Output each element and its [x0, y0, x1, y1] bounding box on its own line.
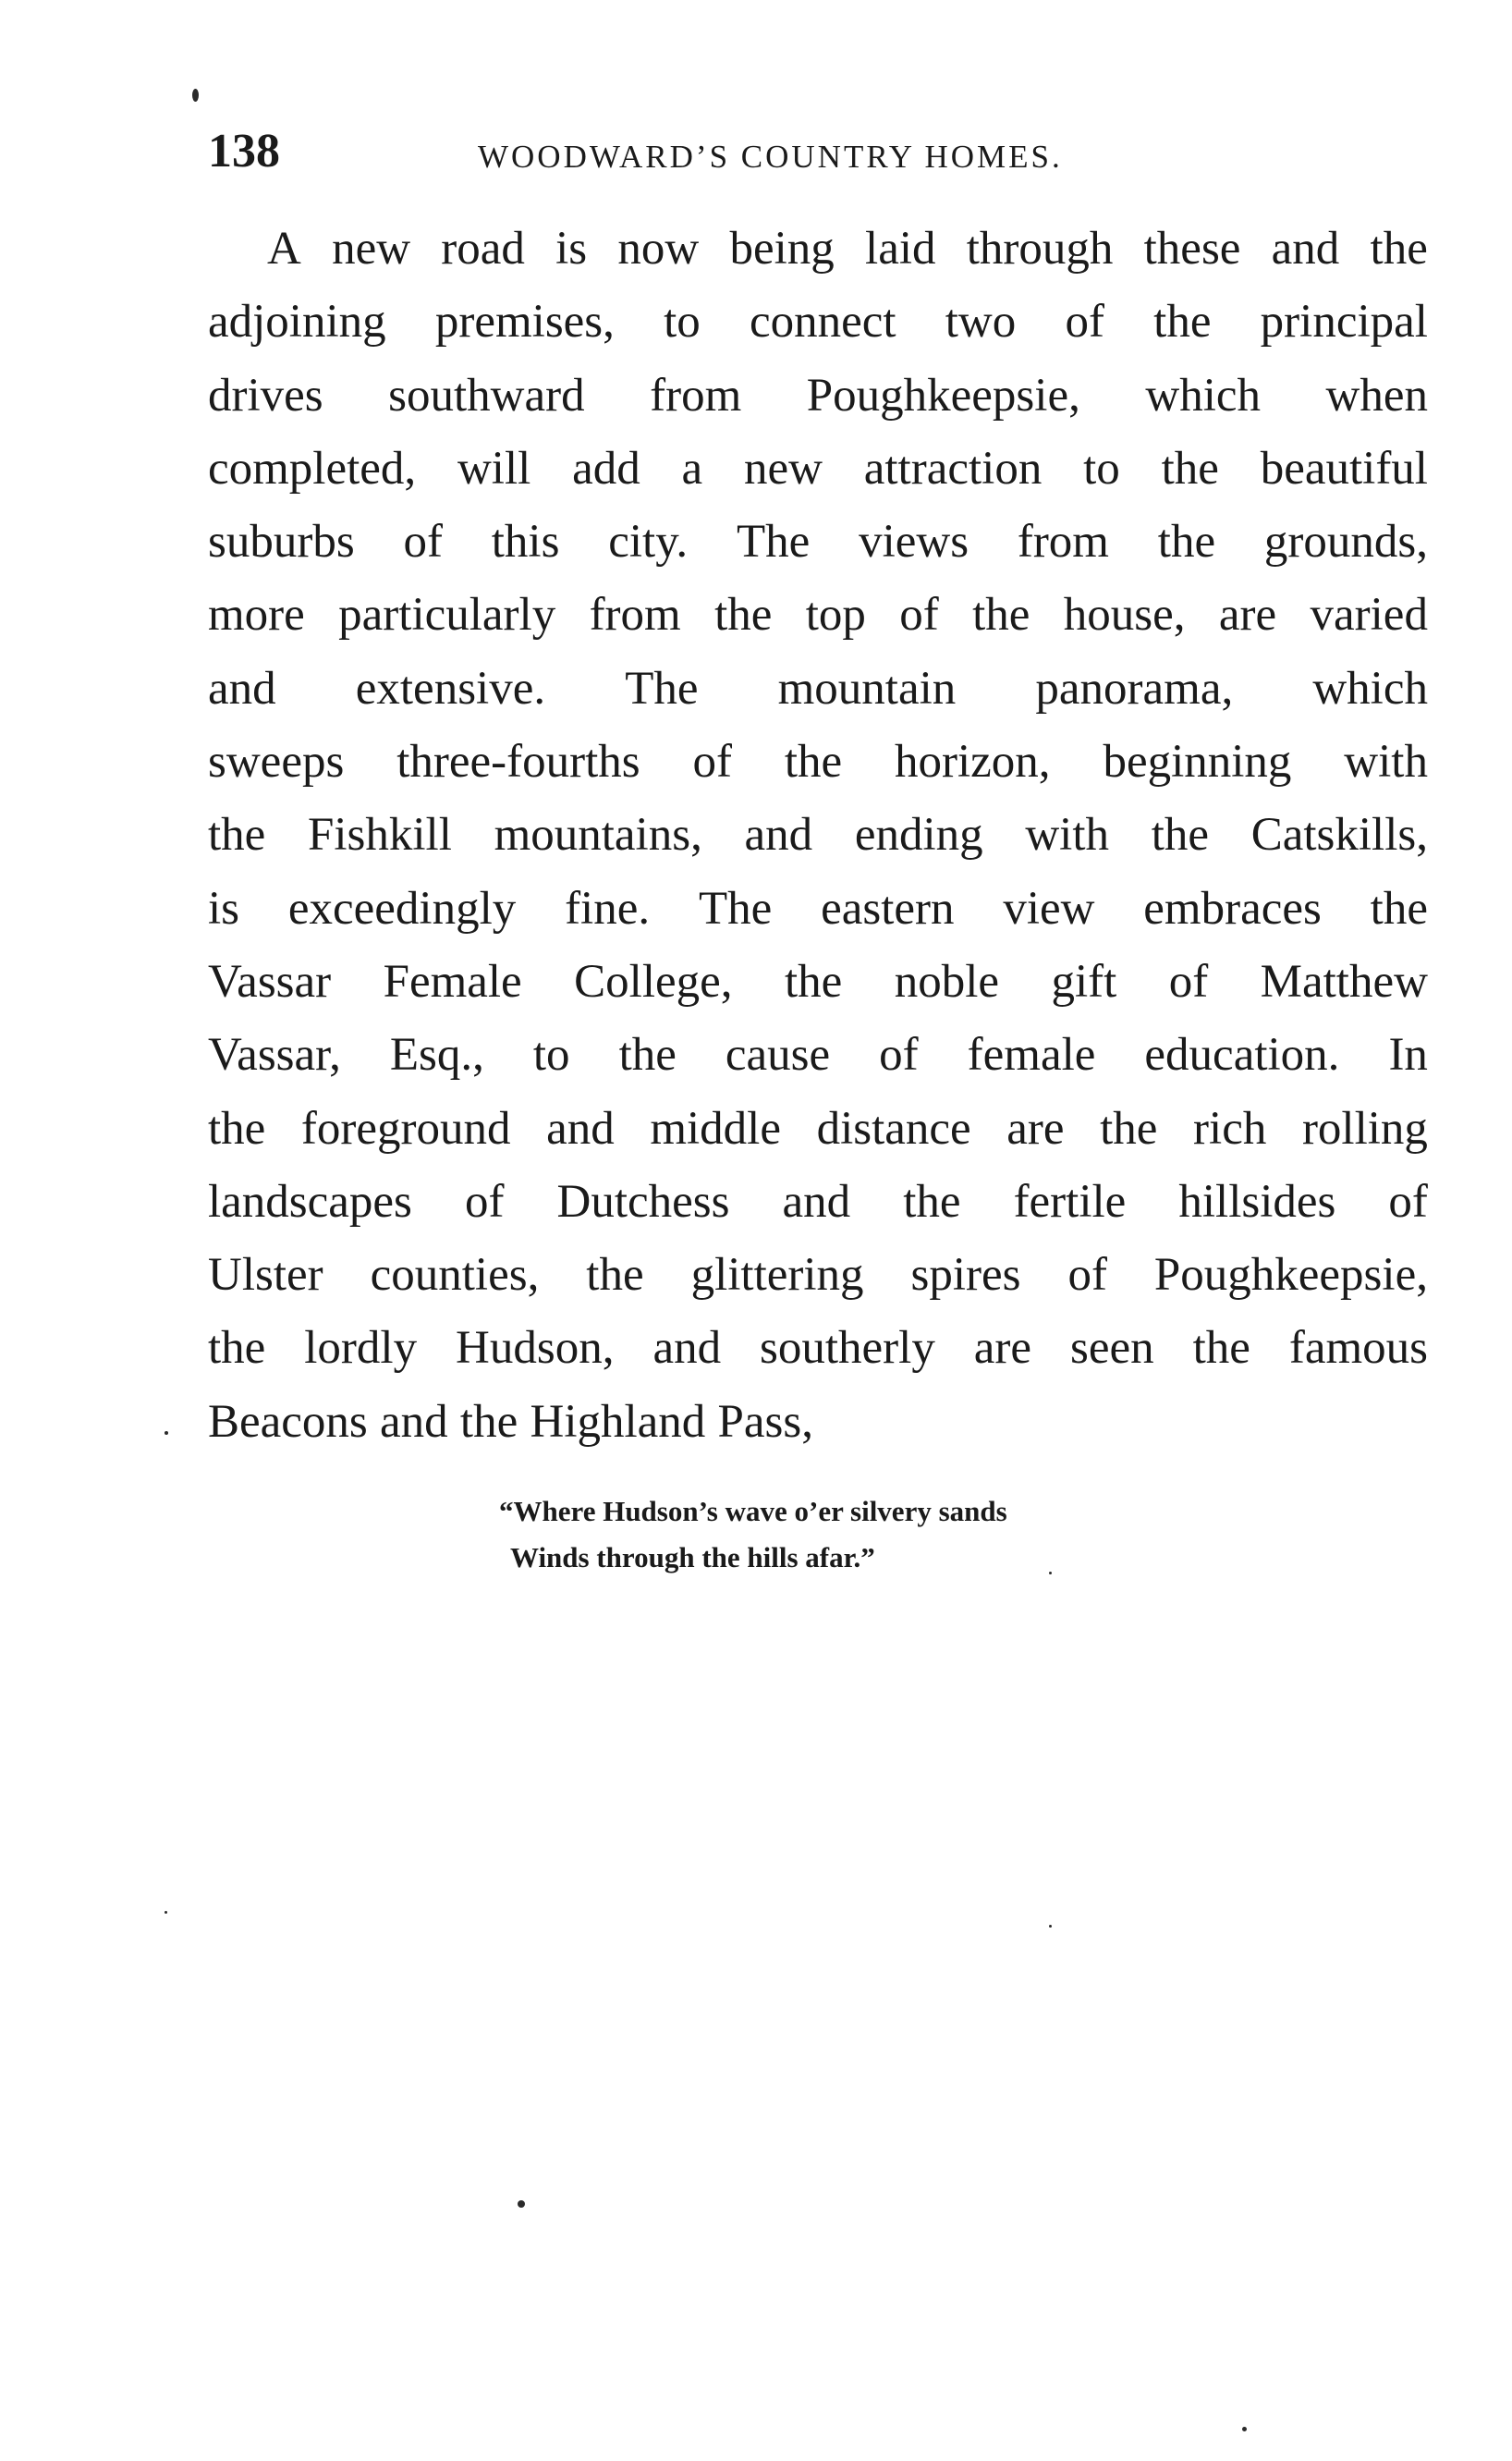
paragraph-line: the lordly Hudson, and southerly are seen the famous — [208, 1322, 1428, 1375]
paragraph-line: Vassar, Esq., to the cause of female education. In — [208, 1029, 1428, 1082]
paragraph-line: suburbs of this city. The views from the grounds, — [208, 516, 1428, 569]
paragraph-line: Beacons and the Highland Pass, — [208, 1395, 813, 1448]
paragraph-line: landscapes of Dutchess and the fertile hillsides of — [208, 1175, 1428, 1228]
paragraph-line: sweeps three-fourths of the horizon, beginning with — [208, 736, 1428, 789]
paragraph-line: completed, will add a new attraction to the beautiful — [208, 442, 1428, 495]
scan-speck — [192, 89, 199, 102]
scan-speck — [1049, 1925, 1052, 1928]
paragraph-line: the foreground and middle distance are the rich rolling — [208, 1102, 1428, 1155]
running-head — [208, 124, 1428, 179]
verse-quotation — [499, 1488, 1238, 1581]
paragraph-line: is exceedingly fine. The eastern view embraces the — [208, 882, 1428, 935]
paragraph-line: Vassar Female College, the noble gift of Matthew — [208, 955, 1428, 1008]
quotation-line: “Where Hudson’s wave o’er silvery sands — [499, 1495, 1007, 1527]
page-number: 138 — [208, 125, 280, 178]
paragraph-line: adjoining premises, to connect two of the principal — [208, 296, 1428, 349]
quotation-line: Winds through the hills afar.” — [510, 1541, 875, 1573]
paragraph-line: drives southward from Poughkeepsie, which when — [208, 369, 1428, 422]
paragraph-line: the Fishkill mountains, and ending with the Catskills, — [208, 809, 1428, 862]
scan-speck — [1049, 1572, 1052, 1574]
paragraph-line: and extensive. The mountain panorama, which — [208, 662, 1428, 715]
scan-speck — [165, 1431, 168, 1435]
scan-speck — [165, 1911, 167, 1914]
paragraph-line: Ulster counties, the glittering spires of Poughkeepsie, — [208, 1249, 1428, 1302]
body-paragraph — [208, 213, 1428, 1459]
paragraph-line: A new road is now being laid through these and the — [267, 223, 1428, 275]
paragraph-line: more particularly from the top of the house, are varied — [208, 589, 1428, 642]
running-title: WOODWARD’S COUNTRY HOMES. — [478, 139, 1063, 175]
scan-speck — [518, 2200, 525, 2208]
scan-speck — [1242, 2427, 1247, 2431]
